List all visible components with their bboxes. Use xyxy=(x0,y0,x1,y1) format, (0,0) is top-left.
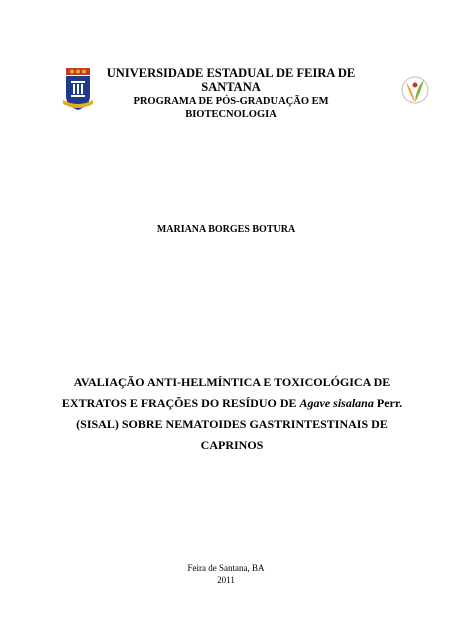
institution-header xyxy=(100,66,362,121)
title-species: Agave sisalana xyxy=(299,396,374,410)
uefs-crest-icon xyxy=(63,66,93,112)
biotecnologia-logo-icon xyxy=(400,74,430,106)
title-part-1: AVALIAÇÃO ANTI-HELMÍNTICA E TOXICOLÓGICA DE EXTRATOS E FRAÇÕES DO RESÍDUO DE xyxy=(61,375,391,410)
publication-footer xyxy=(0,562,452,586)
program-name: PROGRAMA DE PÓS-GRADUAÇÃO EM BIOTECNOLOGIA xyxy=(133,96,329,120)
year: 2011 xyxy=(217,575,235,585)
thesis-title xyxy=(60,372,404,456)
city-state: Feira de Santana, BA xyxy=(187,563,265,573)
title-part-2: Perr. (SISAL) SOBRE NEMATOIDES GASTRINTESTINAIS DE CAPRINOS xyxy=(76,396,403,452)
university-name: UNIVERSIDADE ESTADUAL DE FEIRA DE SANTANA xyxy=(106,66,356,94)
author-name: MARIANA BORGES BOTURA xyxy=(156,224,296,235)
